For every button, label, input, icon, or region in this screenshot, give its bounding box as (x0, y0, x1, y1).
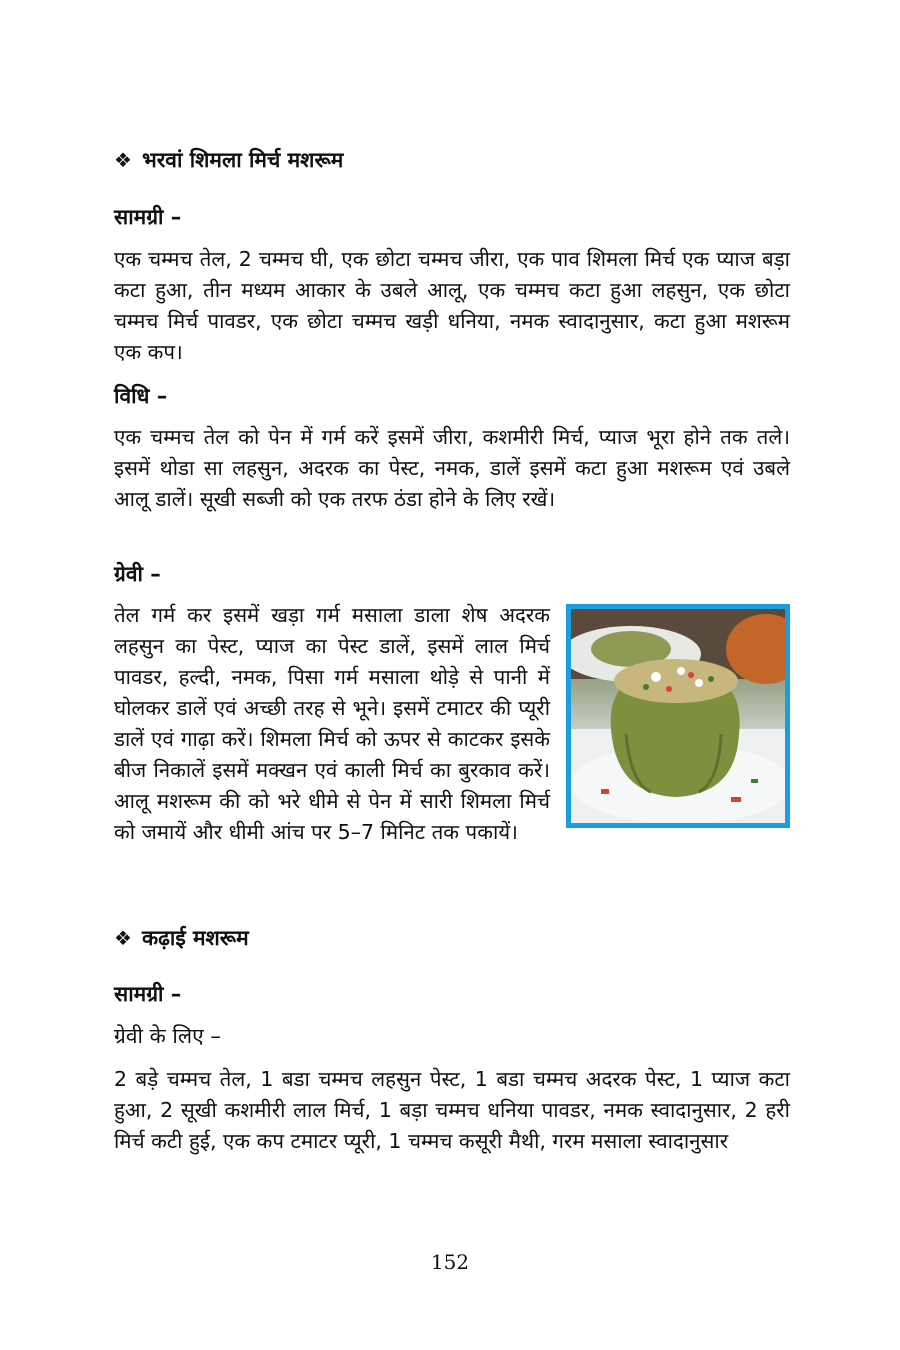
stuffed-capsicum-illustration (571, 609, 785, 823)
recipe2-ingredients-text: 2 बड़े चम्मच तेल, 1 बडा चम्मच लहसुन पेस्ट, 1 बडा चम्मच अदरक पेस्ट, 1 प्याज कटा हुआ, 2 सूखी कशमीरी लाल मिर्च, 1 बड़ा चम्मच धनिया पावडर, नमक स्वादानुसार, 2 हरी मिर्च कटी हुई, एक कप टमाटर प्यूरी, 1 चम्मच कसूरी मैथी, गरम मसाला स्वादानुसार (114, 1067, 790, 1153)
recipe1-heading (114, 146, 343, 174)
recipe1-gravy-text: तेल गर्म कर इसमें खड़ा गर्म मसाला डाला शेष अदरक लहसुन का पेस्ट, प्याज का पेस्ट डालें, इसमें लाल मिर्च पावडर, हल्दी, नमक, पिसा गर्म मसाला थोड़े से पानी में घोलकर डालें एवं अच्छी तरह से भूने। इसमें टमाटर की प्यूरी डालें एवं गाढ़ा करें। शिमला मिर्च को ऊपर से काटकर इसके बीज निकालें इसमें मक्खन एवं काली मिर्च का बुरकाव करें। आलू मशरूम की को भरे धीमे से पेन में सारी शिमला मिर्च को जमायें और धीमी आंच पर 5–7 मिनिट तक पकायें। (114, 603, 550, 844)
recipe1-method-label: विधि – (114, 384, 168, 408)
recipe2-heading (114, 924, 249, 952)
recipe1-ingredients-label: सामग्री – (114, 205, 182, 229)
recipe2-title: कढ़ाई मशरूम (141, 926, 249, 950)
recipe1-method-text: एक चम्मच तेल को पेन में गर्म करें इसमें जीरा, कशमीरी मिर्च, प्याज भूरा होने तक तले। इसमें थोडा सा लहसुन, अदरक का पेस्ट, नमक, डालें इसमें कटा हुआ मशरूम एवं उबले आलू डालें। सूखी सब्जी को एक तरफ ठंडा होने के लिए रखें। (114, 425, 790, 511)
stuffed-capsicum-photo (566, 604, 790, 828)
recipe2-gravy-for-label: ग्रेवी के लिए – (114, 1024, 221, 1048)
diamond-bullet-icon: ❖ (114, 148, 132, 172)
recipe2-ingredients-label: सामग्री – (114, 982, 182, 1006)
recipe1-gravy-label: ग्रेवी – (114, 562, 161, 586)
recipe1-gravy-block (114, 600, 790, 848)
recipe1-title: भरवां शिमला मिर्च मशरूम (141, 148, 344, 172)
page-number: 152 (430, 1250, 470, 1274)
diamond-bullet-icon: ❖ (114, 926, 132, 950)
recipe1-ingredients-text: एक चम्मच तेल, 2 चम्मच घी, एक छोटा चम्मच जीरा, एक पाव शिमला मिर्च एक प्याज बड़ा कटा हुआ, तीन मध्यम आकार के उबले आलू, एक चम्मच कटा हुआ लहसुन, एक छोटा चम्मच मिर्च पावडर, एक छोटा चम्मच खड़ी धनिया, नमक स्वादानुसार, कटा हुआ मशरूम एक कप। (114, 247, 790, 364)
